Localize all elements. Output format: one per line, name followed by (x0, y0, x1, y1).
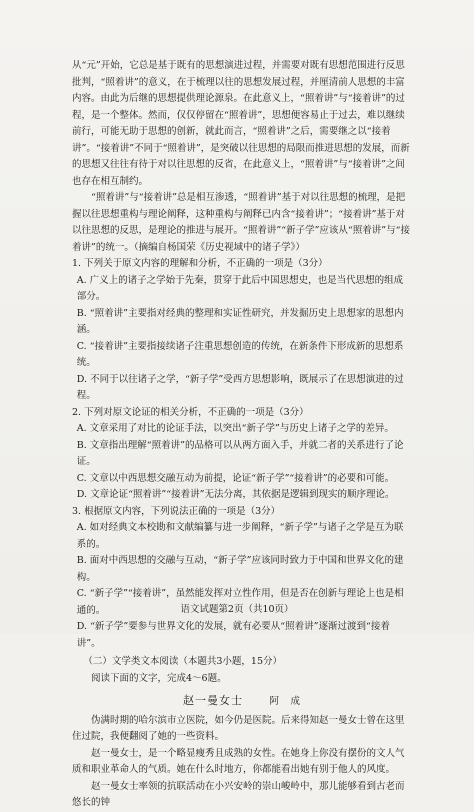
question-option: B. “照着讲”主要指对经典的整理和实证性研究，并发掘历史上思想家的思想内涵。 (76, 307, 404, 335)
question-option: C. 文章以中西思想交融互动为前提，论证“新子学”“接着讲”的必要和可能。 (76, 472, 395, 484)
story-title: 赵一曼女士 (182, 694, 243, 707)
page-footer: 语文试题第2页（共10页） (180, 604, 294, 615)
question-1 (72, 256, 412, 405)
passage-paragraph-1: 从“元”开始，它总是基于既有的思想演进过程，并需要对既有思想范围进行反思批判，“照着讲”的意义，在于梳理以往的思想发展过程，并厘清前人思想的丰富内容。由此为后继的思想提供理论源泉。在此意义上，“照着讲”与“接着讲”的过程，是一个整体。然而，仅仅停留在“照着讲”，思想便容易止于过去，难以继续前行，可能无助于思想的创新，就此而言，“照着讲”之后，需要继之以“接着讲”。“接着讲”不同于“照着讲”，是突破以往思想的局限而推进思想的发展，而新的思想又往往有待于对以往思想的反省，在此意义上，“照着讲”与“接着讲”之间也存在相互制约。 (72, 60, 410, 187)
question-option: A. 如对经典文本校勘和文献编纂与进一步阐释，“新子学”与诸子之学是互为联系的。 (76, 522, 404, 550)
question-option: C. “新子学”“接着讲”，虽然能发挥对立性作用，但是否在创新与理论上也是相通的。 (76, 588, 404, 616)
question-stem: 2. 下列对原文论证的相关分析，不正确的一项是（3分） (72, 406, 309, 418)
question-option: A. 广义上的诸子之学始于先秦，贯穿于此后中国思想史，也是当代思想的组成部分。 (76, 274, 404, 302)
question-option: D. 不同于以往诸子之学，“新子学”受西方思想影响，既展示了在思想演进的过程。 (76, 373, 404, 401)
story-title-line (72, 693, 412, 711)
question-option: C. “接着讲”主要指接续诸子注重思想创造的传统，在新条件下形成新的思想系统。 (76, 340, 404, 368)
question-option: B. 文章指出理解“照着讲”的品格可以从两方面入手，并就二者的关系进行了论证。 (76, 439, 404, 467)
question-option: B. 面对中西思想的交融与互动，“新子学”应该同时致力于中国和世界文化的建构。 (76, 555, 404, 583)
question-2 (72, 405, 412, 504)
story-paragraph-2: 赵一曼女士，是一个略显瘦秀且成熟的女性。在她身上你没有摆份的文人气质和职业革命人的气质。她在什么时地方，你都能看出她有别于他人的风度。 (72, 747, 405, 775)
section-heading: （二）文学类文本阅读（本题共3小题，15分） (83, 656, 283, 667)
section-instruction: 阅读下面的文字，完成4～6题。 (91, 672, 227, 684)
story-paragraph-1: 伪满时期的哈尔滨市立医院，如今仍是医院。后来得知赵一曼女士曾在这里住过院，我便翻阅了她的一些资料。 (72, 714, 405, 742)
question-option: A. 文章采用了对比的论证手法，以突出“新子学”与历史上诸子之学的差异。 (76, 423, 394, 434)
story-author: 阿 成 (269, 696, 301, 707)
story-paragraph-3: 赵一曼女士率领的抗联活动在小兴安岭的崇山峻岭中，那儿能够看到古老而悠长的钟 (72, 780, 405, 808)
question-option: D. “新子学”要参与世界文化的发展，就有必要从“照着讲”逐渐过渡到“接着讲”。 (76, 621, 390, 649)
question-stem: 3. 根据原文内容，下列说法正确的一项是（3分） (72, 505, 281, 517)
page-content (72, 58, 412, 812)
passage-paragraph-2: “照着讲”与“接着讲”总是相互渗透，“照着讲”基于对以往思想的梳理，是把握以往思想重构与理论阐释，这种重构与阐释已内含“接着讲”；“接着讲”基于对以往思想的反思，是理论的推进与展开。“照着讲”“新子学”应该从“照着讲”与“接着讲”的统一。（摘编自杨国荣《历史视域中的诸子学》） (72, 192, 410, 253)
question-stem: 1. 下列关于原文内容的理解和分析，不正确的一项是（3分） (72, 258, 328, 269)
question-option: D. 文章论证“照着讲”“接着讲”无法分离，其依据是逻辑到现实的顺序理论。 (76, 489, 395, 500)
question-3 (72, 504, 412, 653)
